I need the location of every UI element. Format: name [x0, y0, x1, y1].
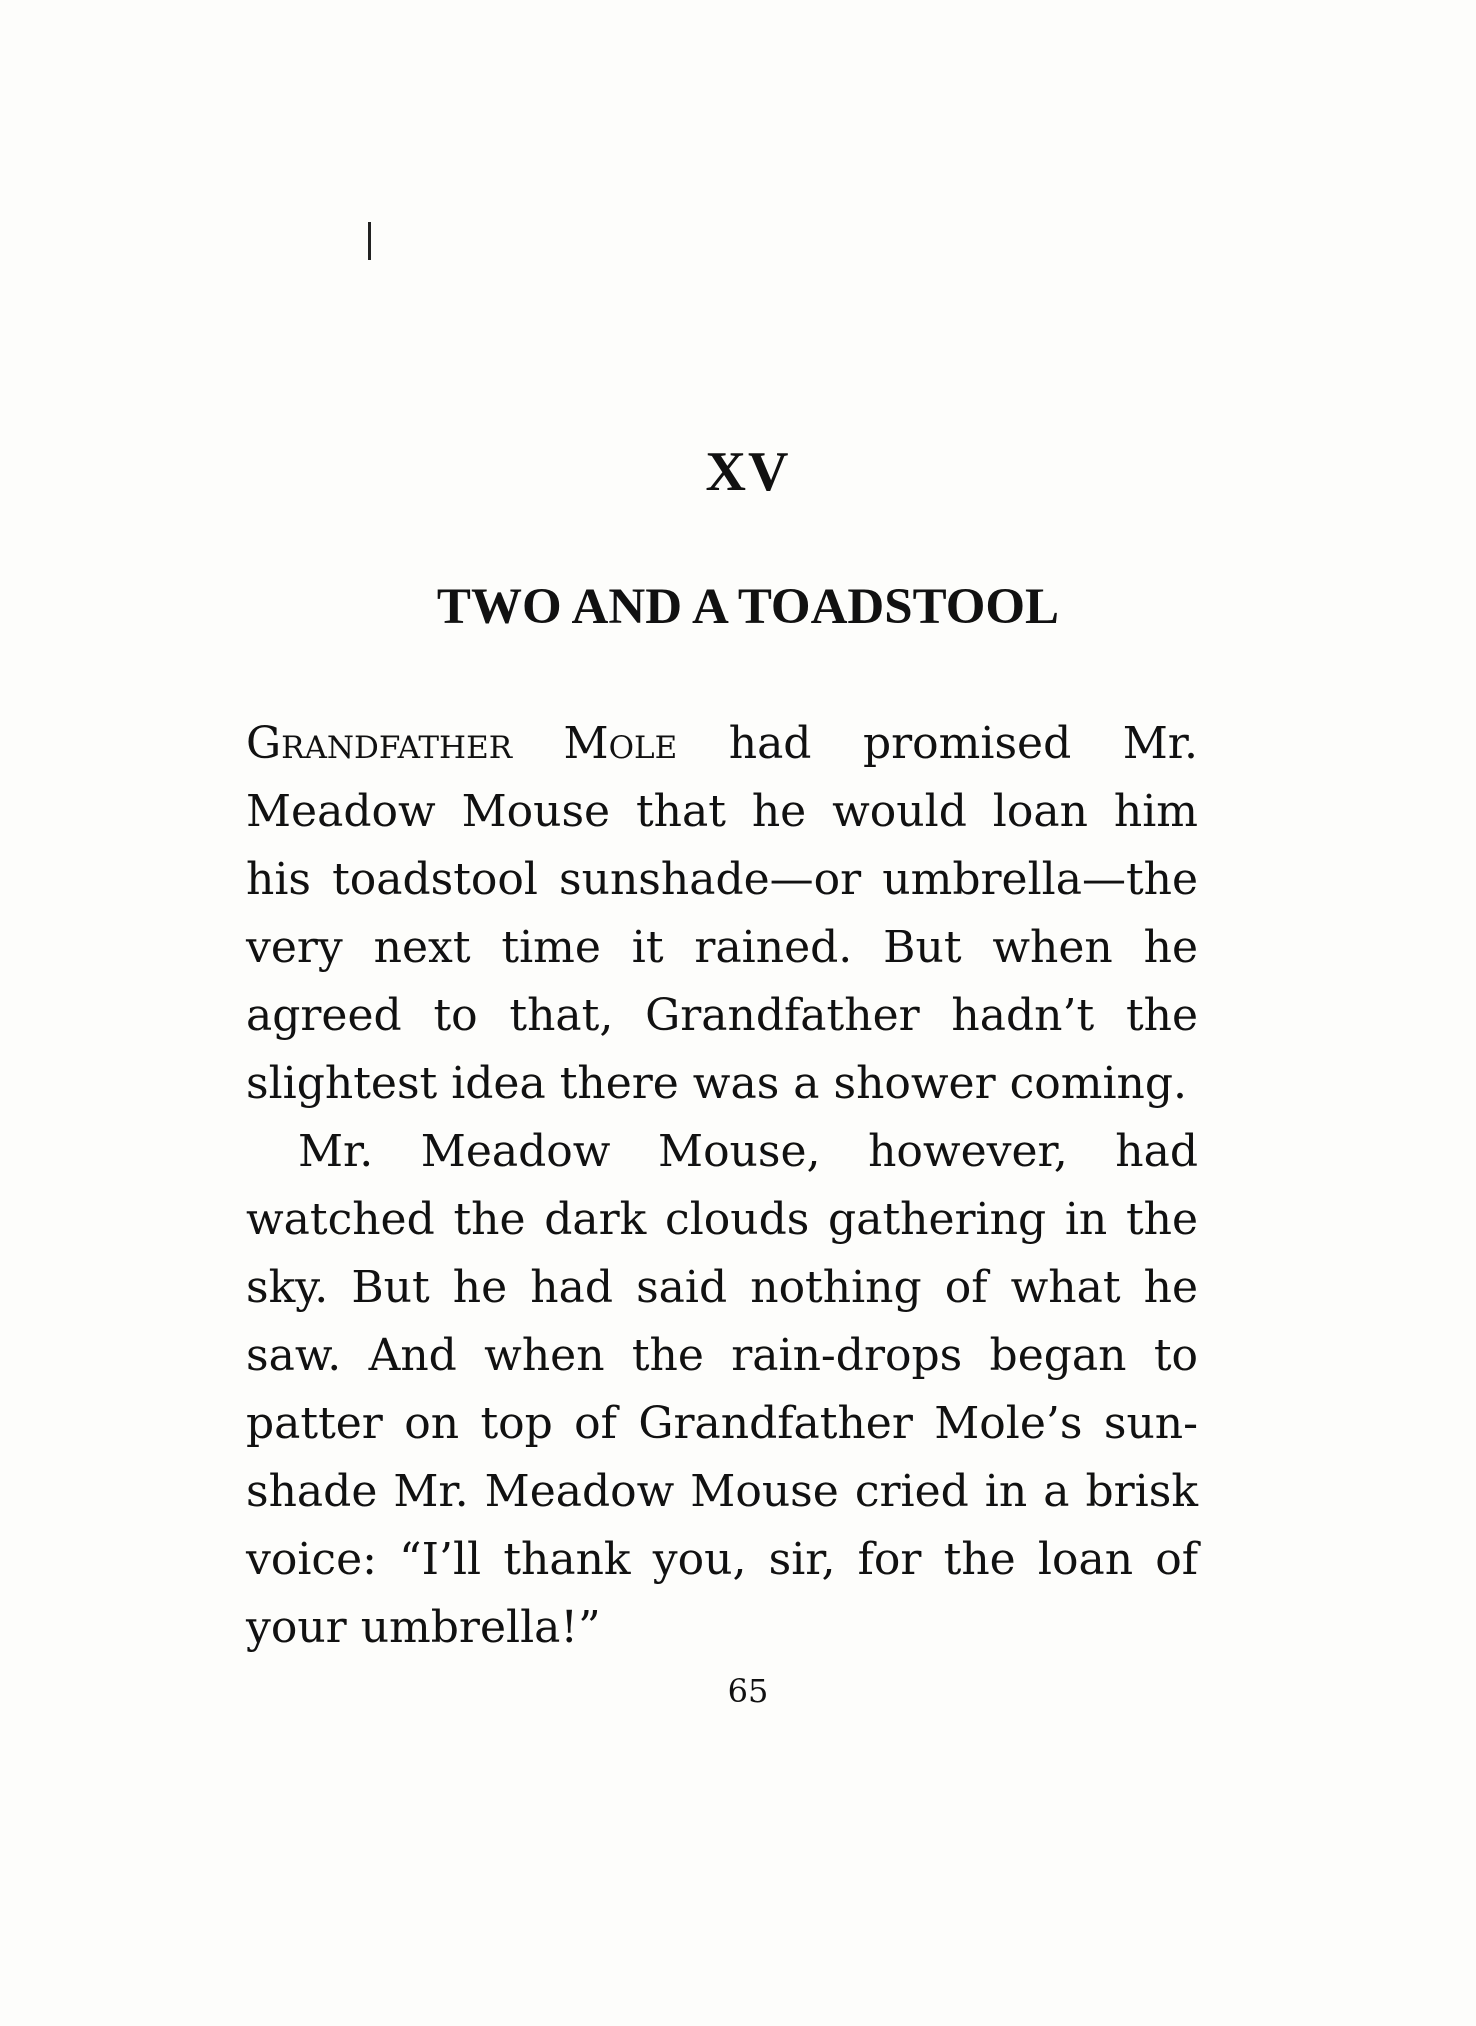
- lead-in-name: Grandfather Mole: [246, 718, 678, 769]
- margin-mark: [368, 222, 371, 260]
- paragraph-1-text: had promised Mr. Meadow Mouse that he would loan him his toadstool sunshade—or umbrella—the very next time it rained. But when he agreed to that, Grandfather hadn’t the slightest idea there was a shower coming.: [246, 718, 1198, 1109]
- chapter-title: TWO AND A TOADSTOOL: [436, 579, 1060, 635]
- paragraph-1: [246, 710, 1198, 1118]
- paragraph-2: Mr. Meadow Mouse, however, had watched the dark clouds gathering in the sky. But he had said nothing of what he saw. And when the rain-drops began to patter on top of Grandfather Mole’s sun-shade Mr. Meadow Mouse cried in a brisk voice: “I’ll thank you, sir, for the loan of your umbrella!”: [246, 1126, 1198, 1653]
- chapter-number: XV: [705, 441, 791, 503]
- page-number: 65: [727, 1672, 769, 1710]
- chapter-body: [246, 710, 1198, 1662]
